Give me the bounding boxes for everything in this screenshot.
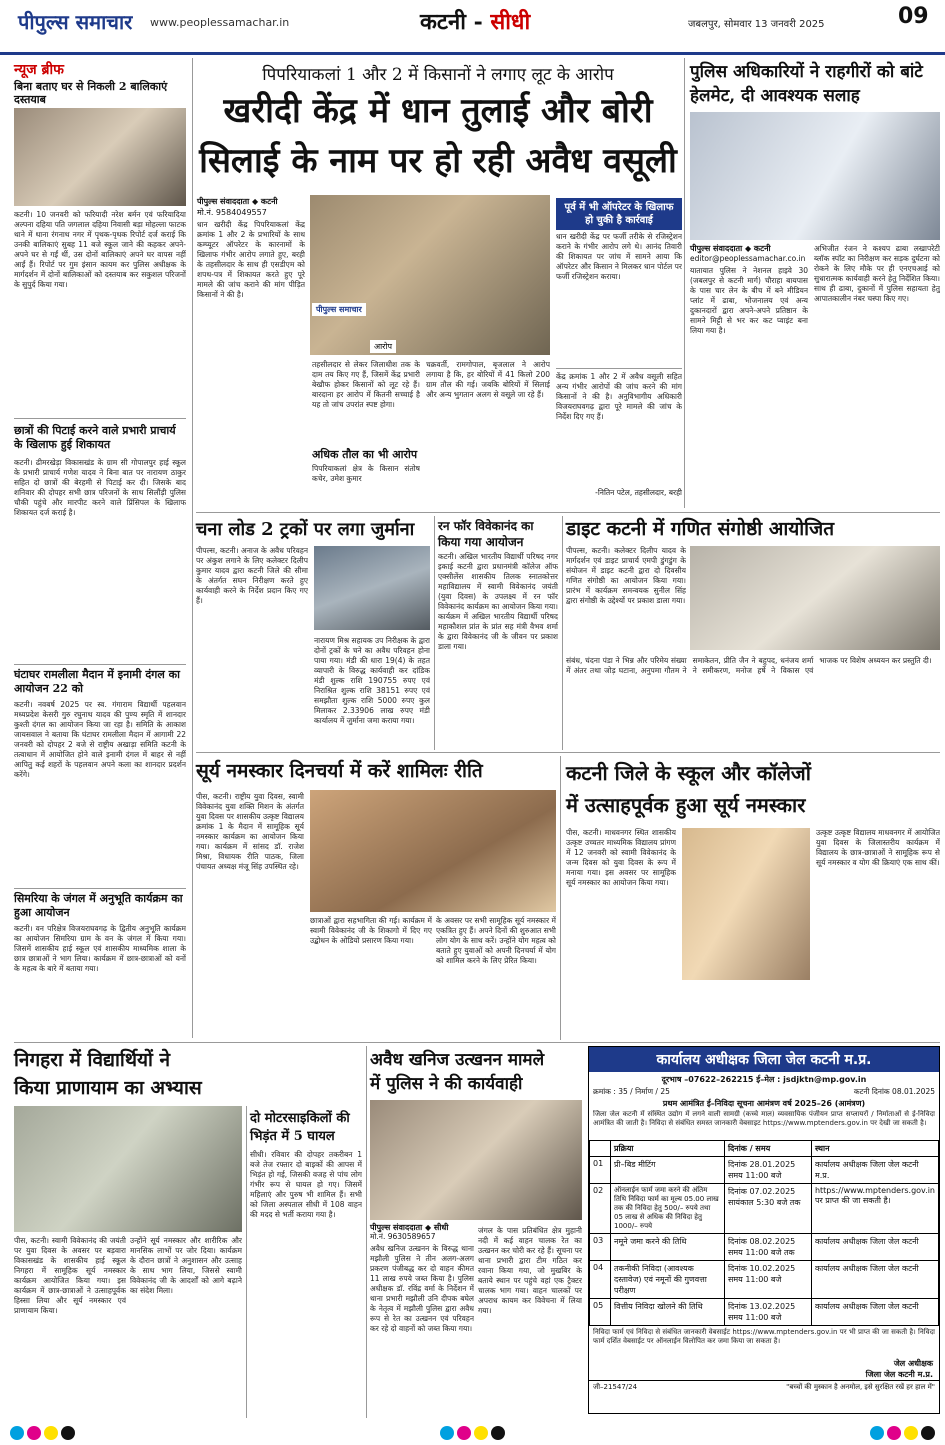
mining-byline: पीपुल्स संवाददाता ◆ सीधी bbox=[370, 1223, 449, 1232]
column-rule bbox=[366, 1046, 367, 1418]
lead-official-quote: केंद्र क्रमांक 1 और 2 में अवैध वसूली सहित अन्य गंभीर आरोपों की जांच करने की मांग किसानों ने की है। अनुविभागीय अधिकारी विजयराघवगढ़ द्वारा पूरे मामले की जांच के निर्देश दिए गए हैं। bbox=[556, 368, 682, 484]
section-city-left: कटनी bbox=[420, 9, 466, 35]
surya-right-photo bbox=[682, 828, 810, 980]
column-rule bbox=[562, 516, 563, 750]
column-rule bbox=[434, 516, 435, 750]
brief3-body: कटनी। नवबर्ष 2025 पर स्व. गंगाराम विद्यार्थी पहलवान मध्यप्रदेश केसरी गुरु रघुनाथ यादव की पुण्य स्मृति में शानदार कुश्ती दंगल का आयोजन किया जा रहा है। समिति के आकाश जायसवाल ने बताया कि घंटाघर रामलीला मैदान में आगामी 22 जनवरी को दोपहर 2 बजे से राष्ट्रीय अखाड़ा समिति कटनी के तत्वाधान में आयोजित होने वाले इनामी दंगल में बाहर से नहीं आपितु कई शहरों के पहलवान अपने कला का शानदार प्रदर्शन करेंगे। bbox=[14, 700, 186, 779]
lead-headline-1: खरीदी केंद्र में धान तुलाई और बोरी bbox=[223, 91, 653, 131]
helmet-body-col2: अभिजीत रंजन ने कश्यप ढाबा लखापरेटी ब्लॉक स्पॉट का निरीक्षण कर सड़क दुर्घटना को रोकने के लिए मौके पर ही एनएचआई को सुधारात्मक कार्यवाही करने हेतु निर्देशित किया। साथ ही ढाबा, दुकानों में पुलिस सहायता हेतु आपातकालीन नंबर चस्पा किए गए। bbox=[814, 244, 940, 303]
table-row: 04 तकनीकी निविदा (आवश्यक दस्तावेज) एवं नमूनों की गुणवत्ता परीक्षण दिनांक 10.02.2025 समय 11:00 बजे कार्यालय अधीक्षक जिला जेल कटनी bbox=[590, 1261, 939, 1299]
section-title bbox=[420, 6, 530, 36]
column-rule bbox=[192, 58, 193, 1038]
lead-photo bbox=[310, 195, 550, 355]
lead-kicker: पिपरियाकलां 1 और 2 में किसानों ने लगाए लूट के आरोप bbox=[262, 65, 614, 85]
lead-sidebar-body: धान खरीदी केंद्र पर फर्जी तरीके से रजिस्ट्रेशन कराने के गंभीर आरोप लगे थे। आनंद तिवारी की शिकायत पर जांच में सामने आया कि ऑपरेटर और किसान ने मिलकर धान पोर्टल पर फर्जी रजिस्ट्रेशन कराया। bbox=[556, 232, 682, 281]
tender-col-stage: प्रक्रिया bbox=[611, 1141, 725, 1157]
brief3-headline: घंटाघर रामलीला मैदान में इनामी दंगल का आयोजन 22 को bbox=[14, 668, 180, 695]
run-headline: रन फॉर विवेकानंद का किया गया आयोजन bbox=[438, 519, 534, 549]
lead-subhead: अधिक तौल का भी आरोप bbox=[312, 448, 418, 461]
table-row: 03 नमूने जमा करने की तिथि दिनांक 08.02.2025 समय 11:00 बजे तक कार्यालय अधीक्षक जिला जेल कटनी bbox=[590, 1234, 939, 1261]
news-brief-label: न्यूज ब्रीफ bbox=[14, 62, 64, 78]
masthead-logo: पीपुल्स समाचार bbox=[18, 10, 133, 34]
math-body-2: संबंध, चंदना पंडा ने भिन्न और परिमेय संख्या में अंतर तथा जोड़ घटाना, अनुपमा गौतम ने समाकेतन, प्रीति जैन ने बहुपद, धनंजय शर्मा ने समीकरण, मनोज हर्षे ने विकास एवं भाजक पर विशेष अध्ययन कर प्रस्तुति दी। bbox=[566, 656, 932, 675]
print-registration-marks bbox=[10, 1426, 935, 1440]
table-row: 01 प्री–बिड मीटिंग दिनांक 28.01.2025 समय 11:00 बजे कार्यालय अधीक्षक जिला जेल कटनी म.प्र. bbox=[590, 1157, 939, 1184]
brief2-body: कटनी। ढीमरखेड़ा विकासखंड के ग्राम सी गोपालपुर हाई स्कूल के प्रभारी प्राचार्य गणेश यादव ने बिना बात पर नारायण ठाकुर सहित दो छात्रों की बेरहमी से पिटाई कर दी। जिसके बाद शनिवार की दोपहर सभी छात्र परिजनों के साथ सिलौंड़ी पुलिस चौकी पहुंचे और मारपीट करने वाले प्रिंसिपल के खिलाफ शिकायत दर्ज कराई है। bbox=[14, 458, 186, 517]
helmet-body-col1: यातायात पुलिस ने नेशनल हाइवे 30 (जबलपुर से कटनी मार्ग) चौराहा बायपास के पास चार लेन के बीच में बने मीडियन प्लांट में ढाबा, भोजनालय एवं अन्य दुकानदारों द्वारा अपने-अपने प्रतिष्ठान के सामने मिट्टी से भर कर कट प्वाइंट बना लिया गया है। bbox=[690, 266, 808, 335]
helmet-photo bbox=[690, 112, 940, 240]
tender-intro: जिला जेल कटनी में संस्थित उद्योग में लगने वाली सामग्री (कच्चे माल) व्यवसायिक पंजीयन प्राप्त सप्लायरों / निर्माताओं से ई-निविदा आमंत्रित की जाती है। निविदा से संबंधित समस्त जानकारी वेबसाइट https://www.mptenders.gov.in पर देखी जा सकती है। bbox=[593, 1110, 935, 1127]
surya-right-body: पीस, कटनी। माधवनगर स्थित शासकीय उत्कृष्ट उच्चतर माध्यमिक विद्यालय प्रांगण में 12 जनवरी को स्वामी विवेकानंद के जन्म दिवस को युवा दिवस के रूप में मनाया गया। इस अवसर पर सामूहिक सूर्य नमस्कार का आयोजन किया गया। bbox=[566, 828, 676, 887]
lead-quote-sign: -नितिन पटेल, तहसीलदार, बरही bbox=[595, 488, 682, 497]
mining-headline-2: में पुलिस ने की कार्यवाही bbox=[370, 1074, 523, 1094]
surya-left-body-3: के अवसर पर सभी सामूहिक सूर्य नमस्कार में एकत्रित हुए हैं। अपने दिनों की शुरुआत सभी लोग योग के साथ करें। उन्होंने योग महत्व को बताते हुए युवाओं को अपनी दिनचर्या में योग को शामिल करने के लिए प्रेरित किया। bbox=[436, 916, 556, 965]
divider bbox=[196, 512, 940, 513]
tender-ref: क्रमांक : 35 / निर्माण / 25 bbox=[593, 1087, 670, 1096]
brief4-body: कटनी। वन परिक्षेत्र विजयराघवगढ़ के द्वितीय अनुभूति कार्यक्रम का आयोजन सिमरिया ग्राम के वन के जंगल में किया गया। जिसमें शासकीय हाई स्कूल एवं शासकीय माध्यमिक शाला के छात्र छात्राओं ने भाग लिया। कार्यक्रम में छात्र-छात्राओं को वनों के महत्व के बारे में बताया गया। bbox=[14, 924, 186, 973]
divider bbox=[14, 664, 186, 665]
page-header bbox=[0, 0, 945, 55]
lead-body-col2: तहसीलदार से लेकर जिलाधीश तक के दाम तय किए गए हैं, जिसमें केंद्र प्रभारी बेखौफ होकर किसानों को लूट रहे हैं। बारदाना हर आरोप में कितनी सच्चाई है यह तो जांच उपरांत स्पष्ट होगा। bbox=[312, 360, 420, 409]
fine-body-2: नारायण मिश्र सहायक उप निरीक्षक के द्वारा दोनों ट्रकों के चने का अवैध परिवहन होना पाया गया। मंडी की धारा 19(4) के तहत व्यापारी के विरुद्ध कार्यवाही कर दांडिक मंडी शुल्क राशि 190755 रुपए एवं निराश्रित शुल्क राशि 38151 रुपए एवं समझौता शुल्क राशि 5000 रुपए कुल मिलाकर 2.33906 लाख रुपए मंडी कार्यालय में जुर्माना जमा कराया गया। bbox=[314, 636, 430, 725]
tender-slogan: "बच्चों की मुस्कान है अनमोल, इसे सुरक्षित रखें हर हाल में" bbox=[786, 1383, 935, 1391]
tender-signature: जेल अधीक्षक जिला जेल कटनी म.प्र. bbox=[865, 1359, 933, 1379]
lead-headline-2: सिलाई के नाम पर हो रही अवैध वसूली bbox=[199, 141, 677, 181]
brief2-headline: छात्रों की पिटाई करने वाले प्रभारी प्राचार्य के खिलाफ हुई शिकायत bbox=[14, 424, 176, 451]
table-row: 05 वित्तीय निविदा खोलने की तिथि दिनांक 13.02.2025 समय 11:00 बजे कार्यालय अधीक्षक जिला जेल कटनी bbox=[590, 1299, 939, 1326]
brief1-photo bbox=[14, 108, 186, 206]
page-number: 09 bbox=[898, 4, 929, 29]
surya-left-photo bbox=[310, 790, 556, 912]
table-row: 02 ऑनलाईन फार्म जमा करने की अंतिम तिथि निविदा फार्म का मूल्य 05.00 लाख तक की निविदा हेतु 500/– रुपये तथा 05 लाख से अधिक की निविदा हेतु 1000/– रुपये दिनांक 07.02.2025 सायंकाल 5:30 बजे तक https://www.mptenders.gov.in पर प्राप्त की जा सकती है। bbox=[590, 1184, 939, 1234]
column-rule bbox=[560, 756, 561, 1040]
lead-mobile: मो.नं. 9584049557 bbox=[197, 208, 267, 217]
lead-byline: पीपुल्स संवाददाता ◆ कटनी bbox=[197, 197, 278, 206]
mining-body: अवैध खनिज उत्खनन के विरुद्ध थाना मझौली पुलिस ने तीन अलग-अलग प्रकरण पंजीबद्ध कर दो वाहन कीमत 11 लाख रुपये जब्त किया है। पुलिस अधीक्षक डॉ. रविंद्र वर्मा के निर्देशन में थाना प्रभारी मझौली उनि दीपक बघेल के नेतृत्व में मझौली पुलिस द्वारा अवैध रूप से रेत का उत्खनन एवं परिवहन कर रहे दो वाहनों को जब्त किया गया। bbox=[370, 1244, 474, 1333]
column-rule bbox=[246, 1106, 247, 1418]
bike-body: सीधी। रविवार की दोपहर तकरीबन 1 बजे तेज रफ्तार दो बाइकों की आपस में भिड़ंत हो गई, जिसकी वजह से पांच लोग गंभीर रूप से घायल हो गए। जिसमें महिलाएं और पुरुष भी शामिल हैं। सभी को जिला अस्पताल सीधी में 108 वाहन की मदद से भर्ती कराया गया है। bbox=[250, 1150, 362, 1219]
photo-credit: पीपुल्स समाचार bbox=[312, 303, 366, 316]
surya-right-headline-2: में उत्साहपूर्वक हुआ सूर्य नमस्कार bbox=[566, 793, 806, 817]
lead-body-col3: चक्रवर्ती, रामगोपाल, बृजलाल ने आरोप लगाया है कि, हर बोरियों में 41 किलो 200 ग्राम तौल की गई। जबकि बोरियों में सिलाई और अन्य भुगतान अलग से वसूले जा रहे हैं। bbox=[426, 360, 550, 399]
fine-body: पीपल्स, कटनी। अनाज के अवैध परिवहन पर अंकुश लगाने के लिए कलेक्टर दिलीप कुमार यादव द्वारा कटनी जिले की सीमा के अंतर्गत सघन निरीक्षण करते हुए कार्यवाही करने के निर्देश प्रदान किए गए हैं। bbox=[196, 546, 308, 605]
math-photo bbox=[690, 546, 940, 650]
surya-left-body-2: छात्राओं द्वारा सहभागिता की गई। कार्यक्रम में स्वामी विवेकानंद जी के शिकागो में दिए गए उद्बोधन के ओडियो प्रसारण किया गया। bbox=[310, 916, 432, 945]
tender-table bbox=[589, 1140, 939, 1326]
pranayam-photo bbox=[14, 1106, 242, 1232]
edition-date: जबलपुर, सोमवार 13 जनवरी 2025 bbox=[688, 19, 825, 30]
tender-contact: दूरभाष –07622–262215 ई–मेल : jsdjktn@mp.gov.in bbox=[661, 1075, 867, 1084]
lead-body-col1: धान खरीदी केंद्र पिपरियाकलां केंद्र क्रमांक 1 और 2 के प्रभारियों के साथ कम्प्यूटर ऑपरेटर के कारनामों के खिलाफ गंभीर आरोप लगाते हुए, बरही के तहसीलदार के साथ ही एसडीएम को शपथ-पत्र में शिकायत करते हुए पूरे मामले की जांच कराने की मांग पीड़ित किसानों ने की है। bbox=[197, 220, 305, 299]
brief4-headline: सिमरिया के जंगल में अनुभूति कार्यक्रम का हुआ आयोजन bbox=[14, 892, 183, 919]
mining-mobile: मो.नं. 9630589657 bbox=[370, 1232, 436, 1241]
helmet-byline: पीपुल्स संवाददाता ◆ कटनी bbox=[690, 244, 771, 253]
section-city-right: सीधी bbox=[490, 9, 531, 35]
tender-advertisement bbox=[588, 1046, 940, 1414]
run-body: कटनी। अखिल भारतीय विद्यार्थी परिषद नगर इकाई कटनी द्वारा प्रधानमंत्री कॉलेज ऑफ एक्सीलेंस शासकीय तिलक स्नातकोत्तर महाविद्यालय में स्वामी विवेकानंद जयंती (युवा दिवस) के उपलक्ष्य में रन फॉर विवेकानंद कार्यक्रम का आयोजन किया गया। कार्यक्रम में अखिल भारतीय विद्यार्थी परिषद महाकौशल प्रांत के प्रांत सह मंत्री वैभव शर्मा के द्वारा विवेकानंद जी के जीवन पर प्रकाश डाला गया। bbox=[438, 552, 558, 651]
surya-right-body-2: उत्कृष्ट उत्कृष्ट विद्यालय माधवनगर में आयोजित युवा दिवस के जिलास्तरीय कार्यक्रम में विद्यालय के छात्र-छात्राओं ने सामूहिक रूप से सूर्य नमस्कार व योग की क्रियाएं एक साथ कीं। bbox=[816, 828, 940, 867]
pranayam-body-2: उन्होंने सूर्य नमस्कार और शारीरिक और मानसिक लाभों पर जोर दिया। कार्यक्रम के दौरान छात्रों ने अनुशासन और उत्साह के साथ भाग लिया, जिससे स्वामी विवेकानंद जी के आदर्शों को आगे बढ़ाने का संदेश मिला। bbox=[130, 1236, 242, 1295]
column-rule bbox=[684, 58, 685, 508]
surya-left-body: पीस, कटनी। राष्ट्रीय युवा दिवस, स्वामी विवेकानंद युवा शक्ति मिशन के अंतर्गत युवा दिवस पर शासकीय उत्कृष्ट विद्यालय क्रमांक 1 के मैदान में सामूहिक सूर्य नमस्कार कार्यक्रम का आयोजन किया गया। कार्यक्रम में सांसद डॉ. राजेश मिश्रा, विधायक रीति पाठक, जिला पंचायत अध्यक्ष मंजू सिंह उपस्थित रहे। bbox=[196, 792, 304, 871]
divider bbox=[14, 418, 186, 419]
website-url[interactable]: www.peoplessamachar.in bbox=[150, 16, 290, 29]
fine-photo bbox=[314, 546, 430, 630]
surya-right-headline-1: कटनी जिले के स्कूल और कॉलेजों bbox=[566, 761, 811, 785]
helmet-email[interactable]: editor@peoplessamachar.co.in bbox=[690, 254, 806, 263]
tender-subtitle: प्रथम आमंत्रित ई–निविदा सूचना आमंत्रण वर्ष 2025–26 (आमंत्रण) bbox=[662, 1099, 866, 1108]
pranayam-headline-1: निगहरा में विद्यार्थियों ने bbox=[14, 1049, 171, 1071]
surya-left-headline: सूर्य नमस्कार दिनचर्या में करें शामिलः रीति bbox=[196, 760, 483, 782]
mining-headline-1: अवैध खनिज उत्खनन मामले bbox=[370, 1050, 545, 1070]
section-separator: - bbox=[465, 9, 491, 35]
pranayam-headline-2: किया प्राणायाम का अभ्यास bbox=[14, 1077, 202, 1099]
divider bbox=[14, 1042, 940, 1043]
tender-date: कटनी दिनांक 08.01.2025 bbox=[853, 1087, 935, 1096]
math-headline: डाइट कटनी में गणित संगोष्ठी आयोजित bbox=[566, 518, 835, 540]
bike-headline: दो मोटरसाइकिलों की भिड़ंत में 5 घायल bbox=[250, 1111, 350, 1144]
mining-body-2: जंगल के पास प्रतिबंधित क्षेत्र मुहानी नदी में कई वाहन चालक रेत का उत्खनन कर चोरी कर रहे हैं। सूचना पर थाना प्रभारी द्वारा टीम गठित कर रवाना किया गया, जो मुखबिर के बताये स्थान पर पहुंचे वहां एक ट्रैक्टर चालक भाग गया। वाहन चालकों पर अपराध कायम कर विवेचना में लिया गया। bbox=[478, 1226, 582, 1315]
lead-sub-body: पिपरियाकलां क्षेत्र के किसान संतोष कचेर, उमेश कुमार bbox=[312, 464, 420, 483]
tender-col-place: स्थान bbox=[811, 1141, 938, 1157]
mining-photo bbox=[370, 1100, 582, 1220]
divider bbox=[196, 752, 940, 753]
brief1-body: कटनी। 10 जनवरी को फरियादी नरेश बर्मन एवं फरियादिया अल्पना दहिया पति जगलाल दहिया निवासी बड़ा मोहल्ला फाटक थाने में थाना रंगनाथ नगर में पृथक-पृथक रिपोर्ट दर्ज कराई कि उनकी बालिकाएं सुबह 11 बजे स्कूल जाने की कहकर अपने-अपने घर से गईं थीं, उस दोनों बालिकाएं अपने घर वापस नहीं आईं हैं। रिपोर्ट पर गुम इंसान कायम कर पुलिस अधीक्षक के मार्गदर्शन में दोनों बालिकाओं को दस्तयाब कर सकुशल परिजनों के सुपुर्द किया गया। bbox=[14, 210, 186, 289]
helmet-headline: पुलिस अधिकारियों ने राहगीरों को बांटे हेलमेट, दी आवश्यक सलाह bbox=[690, 62, 923, 106]
tender-footer-note: निविदा फार्म एवं निविदा से संबंधित जानकारी वेबसाईट https://www.mptenders.gov.in पर भी प्राप्त की जा सकती है। निविदा फार्म दर्शित वेबसाईट पर ऑनलाईन विलोपित कर जमा किया जा सकता है। bbox=[593, 1328, 935, 1345]
math-body: पीपल्स, कटनी। कलेक्टर दिलीप यादव के मार्गदर्शन एवं डाइट प्राचार्य एमपी डुंगडुंग के संयोजन में डाइट कटनी द्वारा दो दिवसीय गणित संगोष्ठी का आयोजन किया गया। प्रारंभ में कार्यक्रम समन्वयक सुनील सिंह द्वारा संगोष्ठी के उद्देश्यों पर प्रकाश डाला गया। bbox=[566, 546, 686, 605]
divider bbox=[14, 888, 186, 889]
tender-table-header bbox=[590, 1141, 939, 1157]
tender-col-date: दिनांक / समय bbox=[724, 1141, 811, 1157]
fine-headline: चना लोड 2 ट्रकों पर लगा जुर्माना bbox=[196, 519, 415, 540]
lead-photo-caption: आरोप bbox=[370, 340, 396, 353]
pranayam-body: पीस, कटनी। स्वामी विवेकानंद की जयंती पर युवा दिवस के अवसर पर बड़वारा विकासखंड के शासकीय हाई स्कूल निगहरा में सामूहिक सूर्य नमस्कार कार्यक्रम आयोजित किया गया। इस कार्यक्रम में छात्र-छात्राओं ने उत्साहपूर्वक हिस्सा लिया और सूर्य नमस्कार एवं प्राणायाम किया। bbox=[14, 1236, 126, 1315]
brief1-headline: बिना बताए घर से निकली 2 बालिकाएं दस्तयाब bbox=[14, 80, 168, 106]
lead-sidebar-title: पूर्व में भी ऑपरेटर के खिलाफ हो चुकी है कार्रवाई bbox=[556, 198, 682, 230]
tender-title: कार्यालय अधीक्षक जिला जेल कटनी म.प्र. bbox=[589, 1047, 939, 1072]
tender-ref-code: जी–21547/24 bbox=[593, 1383, 638, 1391]
